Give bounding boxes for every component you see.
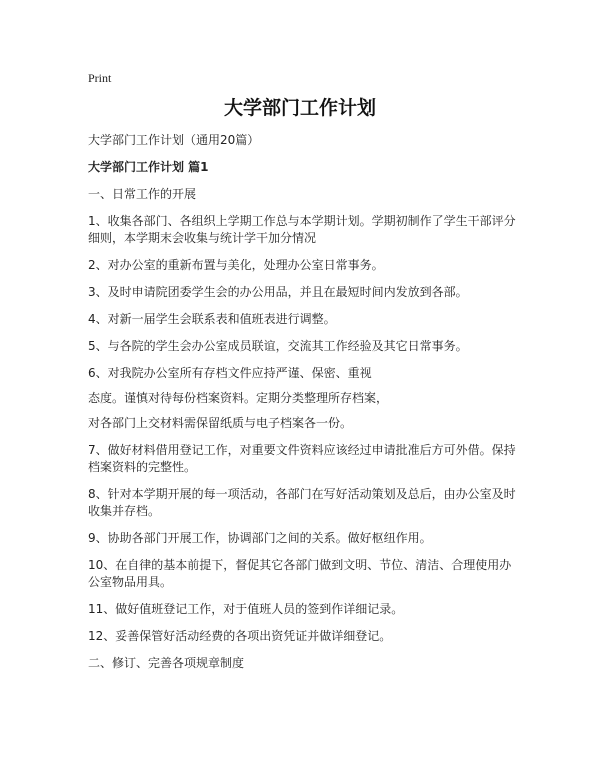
document-body: [88, 132, 518, 672]
list-item: 7、做好材料借用登记工作，对重要文件资料应该经过申请批准后方可外借。保持档案资料的完整性。: [88, 443, 516, 474]
list-item: 1、收集各部门、各组织上学期工作总与本学期计划。学期初制作了学生干部评分细则，本学期末会收集与统计学干加分情况: [88, 214, 516, 245]
list-item-continuation: 对各部门上交材料需保留纸质与电子档案各一份。: [88, 416, 353, 430]
list-item: 4、对新一届学生会联系表和值班表进行调整。: [88, 312, 336, 326]
list-item: 12、妥善保管好活动经费的各项出资凭证并做详细登记。: [88, 629, 392, 643]
list-item: 10、在自律的基本前提下，督促其它各部门做到文明、节位、清洁、合理使用办公室物品用具。: [88, 558, 512, 589]
print-label: Print: [88, 71, 112, 85]
list-item: 8、针对本学期开展的每一项活动，各部门在写好活动策划及总后，由办公室及时收集并存档。: [88, 487, 516, 518]
list-item: 11、做好值班登记工作，对于值班人员的签到作详细记录。: [88, 602, 404, 616]
list-item: 3、及时申请院团委学生会的办公用品，并且在最短时间内发放到各部。: [88, 285, 468, 299]
list-item: 5、与各院的学生会办公室成员联谊，交流其工作经验及其它日常事务。: [88, 339, 468, 353]
page-title: 大学部门工作计划: [223, 97, 376, 119]
list-item: 9、协助各部门开展工作，协调部门之间的关系。做好枢纽作用。: [88, 531, 432, 545]
list-item: 6、对我院办公室所有存档文件应持严谨、保密、重视: [88, 366, 372, 380]
list-item: 2、对办公室的重新布置与美化，处理办公室日常事务。: [88, 258, 384, 272]
section-title: 大学部门工作计划 篇1: [88, 160, 209, 174]
document-subtitle: 大学部门工作计划（通用20篇）: [88, 133, 260, 147]
section-heading-regulations: 二、修订、完善各项规章制度: [88, 656, 245, 670]
section-heading-daily-work: 一、日常工作的开展: [88, 187, 197, 201]
list-item-continuation: 态度。谨慎对待每份档案资料。定期分类整理所存档案，: [88, 391, 389, 405]
